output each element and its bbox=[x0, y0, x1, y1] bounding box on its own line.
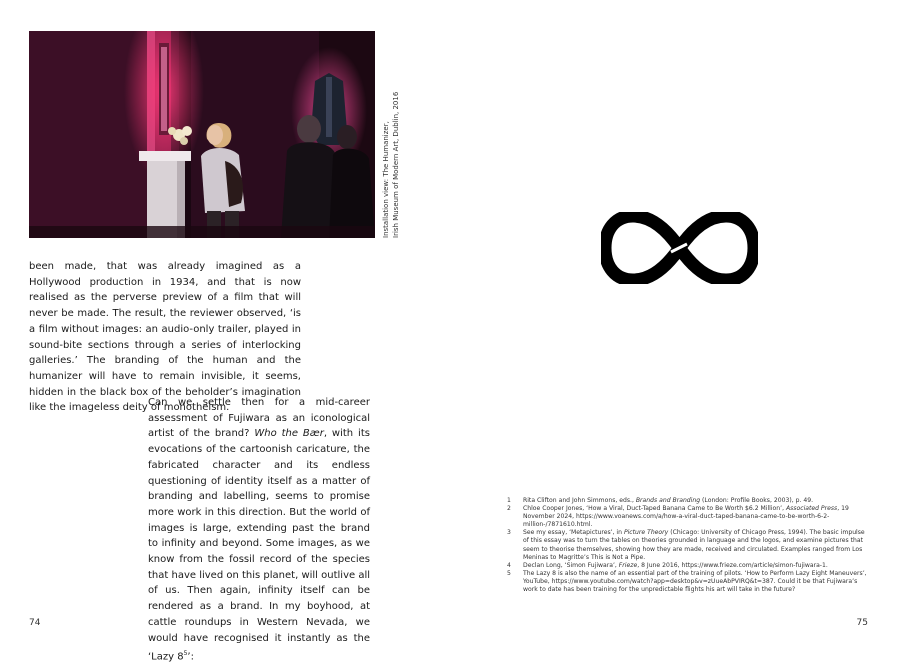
footnote-2 bbox=[507, 505, 869, 529]
paragraph-2-text-3: ’: bbox=[187, 651, 194, 663]
footnote-italic: Picture Theory bbox=[623, 529, 669, 537]
footnote-4 bbox=[507, 562, 869, 570]
footnote-number: 5 bbox=[507, 569, 511, 577]
footnote-text: The Lazy 8 is also the name of an essential part of the training of pilots. ‘How to Perform Lazy Eight Maneuvers’, YouTube, https://www.youtube.com/watch?app=desktop&v=zUueAbPVIRQ&t=387. Could it be that Fujiwara’s work to date has been training for the unpredictable flights his art will take in the future? bbox=[523, 569, 867, 594]
photo-caption bbox=[381, 31, 405, 238]
footnote-text-end: , 19 November 2024, https://www.voanews.com/a/how-a-viral-duct-taped-banana-came-to-be-worth-6-2-million-/7871610.html. bbox=[523, 505, 849, 529]
paragraph-2-italic-title: Who the Bær bbox=[254, 428, 324, 440]
footnote-number: 4 bbox=[507, 561, 511, 569]
page-number-left: 74 bbox=[29, 618, 41, 628]
photo-caption-line-2: Irish Museum of Modern Art, Dublin, 2016 bbox=[392, 91, 400, 238]
installation-photo-illustration bbox=[29, 31, 375, 238]
body-paragraph-2 bbox=[148, 395, 370, 665]
footnote-text-end: (Chicago: University of Chicago Press, 1994). The basic impulse of this essay was to turn the tables on theories grounded in language and the logos, and examine pictures that seem to theorise themselves, showing how they are made, received and circulated. Examples ranged from Los Meninas to Magritte’s This is Not a Pipe. bbox=[523, 529, 865, 561]
footnote-5 bbox=[507, 570, 869, 594]
footnote-ref-5: 5 bbox=[183, 650, 188, 658]
footnotes-list bbox=[507, 497, 869, 594]
footnote-italic: Associated Press bbox=[785, 505, 838, 513]
infinity-lazy-8-icon bbox=[601, 212, 758, 284]
photo-caption-line-1: Installation view: The Humanizer, bbox=[382, 121, 390, 238]
footnote-number: 2 bbox=[507, 505, 511, 513]
paragraph-2-text-2: , with its evocations of the cartoonish caricature, the fabricated character and its endless questioning of identity itself as a matter of branding and labelling, seems to promise more work in this direction. But the world of images is large, extending past the brand to infinity and beyond. Some images, as we know from the fossil record of the species that have lived on this planet, will outlive all of us. Then again, infinity itself can be rendered as a brand. In my boyhood, at cattle roundups in Western Nevada, we would have recognised it instantly as the ‘Lazy 8 bbox=[148, 428, 370, 663]
footnote-text: See my essay, ‘Metapictures’, in bbox=[523, 529, 624, 537]
footnote-number: 3 bbox=[507, 529, 511, 537]
footnote-text-end: , 8 June 2016, https://www.frieze.com/article/simon-fujiwara-1. bbox=[637, 561, 828, 569]
footnote-text: Chloe Cooper Jones, ‘How a Viral, Duct-Taped Banana Came to Be Worth $6.2 Million’, bbox=[523, 505, 786, 513]
installation-photo bbox=[29, 31, 375, 238]
footnote-text-end: (London: Profile Books, 2003), p. 49. bbox=[700, 497, 814, 504]
footnote-italic: Brands and Branding bbox=[635, 497, 701, 504]
footnote-italic: Frieze bbox=[618, 561, 638, 569]
body-paragraph-1: been made, that was already imagined as a Hollywood production in 1934, and that is now realised as the perverse preview of a film that will never be made. The result, the reviewer observed, ‘is a film without images: an audio-only trailer, played in sound-bite sections through a series of interlocking galleries.’ The branding of the human and the humanizer will have to remain invisible, it seems, hidden in the black box of the beholder’s imagination like the imageless deity of monotheism. bbox=[29, 261, 301, 414]
footnote-3 bbox=[507, 529, 869, 561]
footnote-text: Rita Clifton and John Simmons, eds., bbox=[523, 497, 636, 504]
paragraph-2-text-1: Can we settle then for a mid-career assessment of Fujiwara as an iconological artist of the brand? bbox=[148, 397, 370, 440]
footnote-1 bbox=[507, 497, 869, 505]
footnote-number: 1 bbox=[507, 497, 511, 504]
page-number-right: 75 bbox=[856, 618, 868, 628]
footnote-text: Declan Long, ‘Simon Fujiwara’, bbox=[523, 561, 619, 569]
